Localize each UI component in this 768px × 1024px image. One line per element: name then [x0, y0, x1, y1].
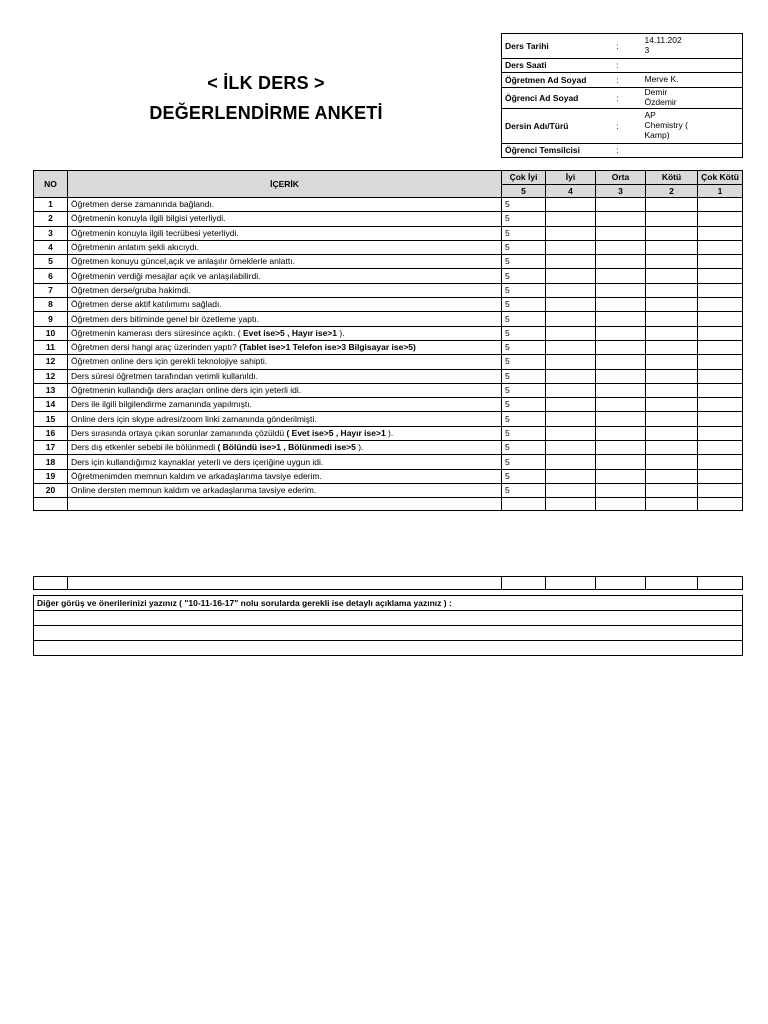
answer-cell[interactable]: 5	[502, 412, 546, 426]
question-text-main: Öğretmenin anlatım şekli akıcıydı.	[71, 242, 200, 253]
info-row	[502, 109, 743, 144]
info-label: Öğrenci Ad Soyad	[505, 92, 579, 103]
rating-cell[interactable]	[596, 426, 646, 440]
rating-cell[interactable]	[646, 212, 698, 226]
question-number: 7	[34, 283, 68, 297]
rating-cell[interactable]	[546, 441, 596, 455]
question-number: 19	[34, 469, 68, 483]
question-text-main: Online ders için skype adresi/zoom linki zamanında gönderilmişti.	[71, 413, 317, 424]
rating-cell[interactable]	[646, 326, 698, 340]
comment-line-2[interactable]	[34, 626, 743, 641]
rating-cell[interactable]	[546, 455, 596, 469]
rating-cell[interactable]	[546, 240, 596, 254]
question-text	[68, 469, 502, 483]
question-row	[34, 426, 743, 440]
rating-cell[interactable]	[646, 255, 698, 269]
rating-cell[interactable]	[646, 312, 698, 326]
question-number: 11	[34, 340, 68, 354]
info-colon: :	[616, 92, 619, 103]
rating-cell[interactable]	[546, 283, 596, 297]
empty-cell	[596, 498, 646, 511]
question-text-main: Öğretmen derse zamanında bağlandı.	[71, 199, 215, 210]
rating-label-cok-iyi: Çok İyi	[502, 171, 546, 185]
rating-cell[interactable]	[596, 269, 646, 283]
answer-cell[interactable]: 5	[502, 255, 546, 269]
rating-cell[interactable]	[698, 326, 743, 340]
rating-cell[interactable]	[596, 412, 646, 426]
question-text	[68, 283, 502, 297]
question-text	[68, 441, 502, 455]
question-row	[34, 212, 743, 226]
answer-cell[interactable]: 5	[502, 212, 546, 226]
question-text-main: Öğretmenin konuyla ilgili tecrübesi yeterliydi.	[71, 227, 239, 238]
question-text-tail: ).	[337, 327, 345, 338]
rating-cell[interactable]	[646, 240, 698, 254]
question-text-main: Öğretmenin kullandığı ders araçları online ders için yeterli idi.	[71, 385, 302, 396]
empty-cell	[596, 577, 646, 590]
question-number: 15	[34, 412, 68, 426]
rating-cell[interactable]	[546, 298, 596, 312]
question-text-main: Online dersten memnun kaldım ve arkadaşlarıma tavsiye ederim.	[71, 485, 317, 496]
rating-cell[interactable]	[546, 383, 596, 397]
question-number: 2	[34, 212, 68, 226]
question-text-main: Öğretmen derse/gruba hakimdi.	[71, 284, 191, 295]
rating-cell[interactable]	[546, 369, 596, 383]
form-title-line1: < İLK DERS >	[207, 73, 325, 93]
answer-cell[interactable]: 5	[502, 369, 546, 383]
question-number: 17	[34, 441, 68, 455]
rating-cell[interactable]	[546, 255, 596, 269]
empty-cell	[502, 577, 546, 590]
answer-cell[interactable]: 5	[502, 312, 546, 326]
question-text-main: Öğretmen derse aktif katılımımı sağladı.	[71, 299, 222, 310]
rating-cell[interactable]	[546, 412, 596, 426]
question-text-main: Öğretmen ders bitiminde genel bir özetleme yaptı.	[71, 313, 260, 324]
rating-cell[interactable]	[596, 383, 646, 397]
rating-cell[interactable]	[546, 198, 596, 212]
info-label: Ders Tarihi	[505, 40, 549, 51]
rating-score-4: 4	[546, 185, 596, 198]
question-text-main: Öğretmenimden memnun kaldım ve arkadaşlarıma tavsiye ederim.	[71, 470, 322, 481]
question-text-rule: (Tablet ise>1 Telefon ise>3 Bilgisayar ise>5)	[239, 342, 416, 353]
question-text	[68, 398, 502, 412]
comment-line-3[interactable]	[34, 641, 743, 656]
info-row	[502, 73, 743, 88]
empty-cell	[68, 498, 502, 511]
question-number: 14	[34, 398, 68, 412]
question-text	[68, 483, 502, 497]
answer-cell[interactable]: 5	[502, 441, 546, 455]
question-row	[34, 226, 743, 240]
question-number: 6	[34, 269, 68, 283]
rating-cell[interactable]	[596, 483, 646, 497]
question-row	[34, 269, 743, 283]
question-text	[68, 298, 502, 312]
rating-cell[interactable]	[646, 412, 698, 426]
question-text	[68, 255, 502, 269]
rating-score-3: 3	[596, 185, 646, 198]
question-text-rule: Evet ise>5 , Hayır ise>1	[242, 327, 337, 338]
question-text-main: Öğretmen konuyu güncel,açık ve anlaşılır örneklerle anlattı.	[71, 256, 295, 267]
question-row	[34, 455, 743, 469]
question-row	[34, 255, 743, 269]
question-text-tail: ).	[355, 442, 364, 453]
question-text	[68, 198, 502, 212]
answer-cell[interactable]: 5	[502, 383, 546, 397]
rating-cell[interactable]	[596, 298, 646, 312]
evaluation-table	[33, 170, 743, 511]
info-value[interactable]: AP Chemistry ( Kamp)	[644, 110, 688, 140]
answer-cell[interactable]: 5	[502, 355, 546, 369]
comments-prompt: Diğer görüş ve önerilerinizi yazınız ( "10-11-16-17" nolu sorularda gerekli ise detaylı açıklama yazınız ) :	[34, 596, 743, 611]
info-colon: :	[616, 40, 619, 51]
question-text	[68, 340, 502, 354]
rating-cell[interactable]	[646, 455, 698, 469]
question-number: 18	[34, 455, 68, 469]
rating-cell[interactable]	[698, 198, 743, 212]
question-number: 9	[34, 312, 68, 326]
rating-cell[interactable]	[596, 355, 646, 369]
rating-cell[interactable]	[698, 398, 743, 412]
rating-label-cok-kotu: Çok Kötü	[698, 171, 743, 185]
empty-cell	[546, 498, 596, 511]
rating-cell[interactable]	[546, 469, 596, 483]
rating-cell[interactable]	[596, 255, 646, 269]
empty-cell	[502, 498, 546, 511]
rating-cell[interactable]	[698, 441, 743, 455]
no-column-header: NO	[34, 171, 68, 198]
question-text-main: Öğretmen online ders için gerekli teknolojiye sahipti.	[71, 356, 268, 367]
rating-score-1: 1	[698, 185, 743, 198]
rating-cell[interactable]	[646, 355, 698, 369]
question-row	[34, 240, 743, 254]
lesson-info-table	[501, 33, 743, 158]
rating-cell[interactable]	[698, 340, 743, 354]
rating-score-2: 2	[646, 185, 698, 198]
question-text	[68, 455, 502, 469]
info-value[interactable]: 14.11.202 3	[644, 35, 682, 55]
answer-cell[interactable]: 5	[502, 283, 546, 297]
rating-cell[interactable]	[546, 398, 596, 412]
answer-cell[interactable]: 5	[502, 298, 546, 312]
question-text	[68, 269, 502, 283]
question-row	[34, 483, 743, 497]
rating-cell[interactable]	[646, 369, 698, 383]
rating-cell[interactable]	[698, 469, 743, 483]
question-text-main: Ders için kullandığımız kaynaklar yeterli ve ders içeriğine uygun idi.	[71, 456, 324, 467]
question-row	[34, 412, 743, 426]
rating-cell[interactable]	[646, 340, 698, 354]
question-number: 13	[34, 383, 68, 397]
rating-cell[interactable]	[596, 340, 646, 354]
rating-cell[interactable]	[546, 340, 596, 354]
question-number: 10	[34, 326, 68, 340]
question-row	[34, 283, 743, 297]
empty-cell	[698, 498, 743, 511]
answer-cell[interactable]: 5	[502, 469, 546, 483]
empty-cell	[34, 577, 68, 590]
info-label: Ders Saati	[505, 60, 547, 71]
rating-cell[interactable]	[646, 269, 698, 283]
answer-cell[interactable]: 5	[502, 426, 546, 440]
rating-cell[interactable]	[646, 283, 698, 297]
info-row	[502, 59, 743, 73]
question-number: 4	[34, 240, 68, 254]
rating-cell[interactable]	[646, 383, 698, 397]
question-number: 12	[34, 369, 68, 383]
rating-label-iyi: İyi	[546, 171, 596, 185]
rating-cell[interactable]	[698, 269, 743, 283]
rating-cell[interactable]	[546, 355, 596, 369]
rating-cell[interactable]	[596, 326, 646, 340]
question-text-rule: ( Bölündü ise>1 , Bölünmedi ise>5	[217, 442, 356, 453]
info-colon: :	[616, 60, 619, 71]
rating-cell[interactable]	[596, 198, 646, 212]
rating-cell[interactable]	[546, 426, 596, 440]
question-row	[34, 383, 743, 397]
rating-cell[interactable]	[546, 269, 596, 283]
empty-row	[34, 498, 743, 511]
comment-line-1[interactable]	[34, 611, 743, 626]
rating-cell[interactable]	[646, 426, 698, 440]
question-text-main: Ders ile ilgili bilgilendirme zamanında yapılmıştı.	[71, 399, 252, 410]
info-label: Öğrenci Temsilcisi	[505, 145, 580, 156]
question-number: 1	[34, 198, 68, 212]
info-value[interactable]: Merve K.	[644, 74, 679, 85]
info-label: Dersin Adı/Türü	[505, 120, 569, 131]
question-text	[68, 226, 502, 240]
rating-cell[interactable]	[698, 255, 743, 269]
info-colon: :	[616, 145, 619, 156]
rating-cell[interactable]	[596, 312, 646, 326]
question-text-main: Öğretmenin konuyla ilgili bilgisi yeterliydi.	[71, 213, 226, 224]
rating-cell[interactable]	[546, 212, 596, 226]
rating-cell[interactable]	[546, 483, 596, 497]
rating-cell[interactable]	[546, 312, 596, 326]
rating-cell[interactable]	[698, 369, 743, 383]
question-text	[68, 412, 502, 426]
question-number: 16	[34, 426, 68, 440]
rating-cell[interactable]	[646, 198, 698, 212]
question-text-main: Öğretmenin verdiği mesajlar açık ve anlaşılabilirdi.	[71, 270, 261, 281]
info-row	[502, 88, 743, 109]
rating-cell[interactable]	[698, 226, 743, 240]
answer-cell[interactable]: 5	[502, 483, 546, 497]
answer-cell[interactable]: 5	[502, 269, 546, 283]
question-text-main: Öğretmenin kamerası ders süresince açıktı. (	[71, 327, 243, 338]
rating-label-kotu: Kötü	[646, 171, 698, 185]
empty-cell	[68, 577, 502, 590]
rating-cell[interactable]	[646, 483, 698, 497]
question-number: 5	[34, 255, 68, 269]
question-row	[34, 298, 743, 312]
question-text	[68, 426, 502, 440]
question-number: 12	[34, 355, 68, 369]
rating-cell[interactable]	[596, 469, 646, 483]
rating-cell[interactable]	[698, 455, 743, 469]
answer-cell[interactable]: 5	[502, 326, 546, 340]
empty-cell	[646, 577, 698, 590]
question-text-main: Ders süresi öğretmen tarafından verimli kullanıldı.	[71, 370, 259, 381]
question-row	[34, 340, 743, 354]
question-text-tail: ).	[385, 427, 394, 438]
empty-cell	[546, 577, 596, 590]
answer-cell[interactable]: 5	[502, 398, 546, 412]
info-row	[502, 34, 743, 59]
info-colon: :	[616, 120, 619, 131]
spacer-row	[34, 577, 743, 590]
empty-cell	[698, 577, 743, 590]
rating-cell[interactable]	[546, 226, 596, 240]
rating-cell[interactable]	[646, 398, 698, 412]
rating-cell[interactable]	[596, 283, 646, 297]
info-row	[502, 144, 743, 158]
rating-cell[interactable]	[596, 212, 646, 226]
question-text	[68, 326, 502, 340]
rating-cell[interactable]	[698, 283, 743, 297]
answer-cell[interactable]: 5	[502, 198, 546, 212]
empty-cell	[646, 498, 698, 511]
answer-cell[interactable]: 5	[502, 240, 546, 254]
comments-table	[33, 576, 743, 656]
info-value[interactable]	[642, 144, 743, 158]
question-row	[34, 398, 743, 412]
info-value[interactable]: Demir Özdemir	[644, 87, 677, 107]
rating-cell[interactable]	[596, 398, 646, 412]
rating-cell[interactable]	[646, 298, 698, 312]
question-number: 20	[34, 483, 68, 497]
rating-cell[interactable]	[698, 383, 743, 397]
question-text	[68, 383, 502, 397]
question-text-main: Öğretmen dersi hangi araç üzerinden yaptı?	[71, 342, 240, 353]
question-number: 3	[34, 226, 68, 240]
question-row	[34, 312, 743, 326]
rating-cell[interactable]	[698, 240, 743, 254]
rating-cell[interactable]	[698, 312, 743, 326]
rating-score-5: 5	[502, 185, 546, 198]
question-text	[68, 369, 502, 383]
question-number: 8	[34, 298, 68, 312]
rating-cell[interactable]	[698, 212, 743, 226]
form-title-line2: DEĞERLENDİRME ANKETİ	[149, 103, 383, 123]
rating-cell[interactable]	[698, 483, 743, 497]
question-text	[68, 312, 502, 326]
empty-cell	[34, 498, 68, 511]
rating-cell[interactable]	[596, 240, 646, 254]
rating-label-orta: Orta	[596, 171, 646, 185]
rating-cell[interactable]	[698, 426, 743, 440]
answer-cell[interactable]: 5	[502, 226, 546, 240]
question-text-rule: ( Evet ise>5 , Hayır ise>1	[286, 427, 386, 438]
answer-cell[interactable]: 5	[502, 340, 546, 354]
rating-cell[interactable]	[698, 355, 743, 369]
question-text-main: Ders sırasında ortaya çıkan sorunlar zamanında çözüldü	[71, 427, 287, 438]
rating-cell[interactable]	[646, 469, 698, 483]
rating-cell[interactable]	[698, 412, 743, 426]
rating-cell[interactable]	[646, 226, 698, 240]
rating-cell[interactable]	[596, 455, 646, 469]
question-row	[34, 369, 743, 383]
question-row	[34, 326, 743, 340]
info-value[interactable]	[642, 59, 743, 73]
info-colon: :	[616, 74, 619, 85]
info-label: Öğretmen Ad Soyad	[505, 74, 587, 85]
rating-cell[interactable]	[596, 369, 646, 383]
rating-cell[interactable]	[646, 441, 698, 455]
question-row	[34, 469, 743, 483]
rating-cell[interactable]	[698, 298, 743, 312]
content-column-header: İÇERİK	[68, 171, 502, 198]
question-row	[34, 441, 743, 455]
answer-cell[interactable]: 5	[502, 455, 546, 469]
question-row	[34, 198, 743, 212]
rating-cell[interactable]	[596, 441, 646, 455]
rating-cell[interactable]	[596, 226, 646, 240]
question-text	[68, 355, 502, 369]
question-row	[34, 355, 743, 369]
rating-cell[interactable]	[546, 326, 596, 340]
question-text	[68, 240, 502, 254]
question-text-main: Ders dış etkenler sebebi ile bölünmedi	[71, 442, 218, 453]
question-text	[68, 212, 502, 226]
